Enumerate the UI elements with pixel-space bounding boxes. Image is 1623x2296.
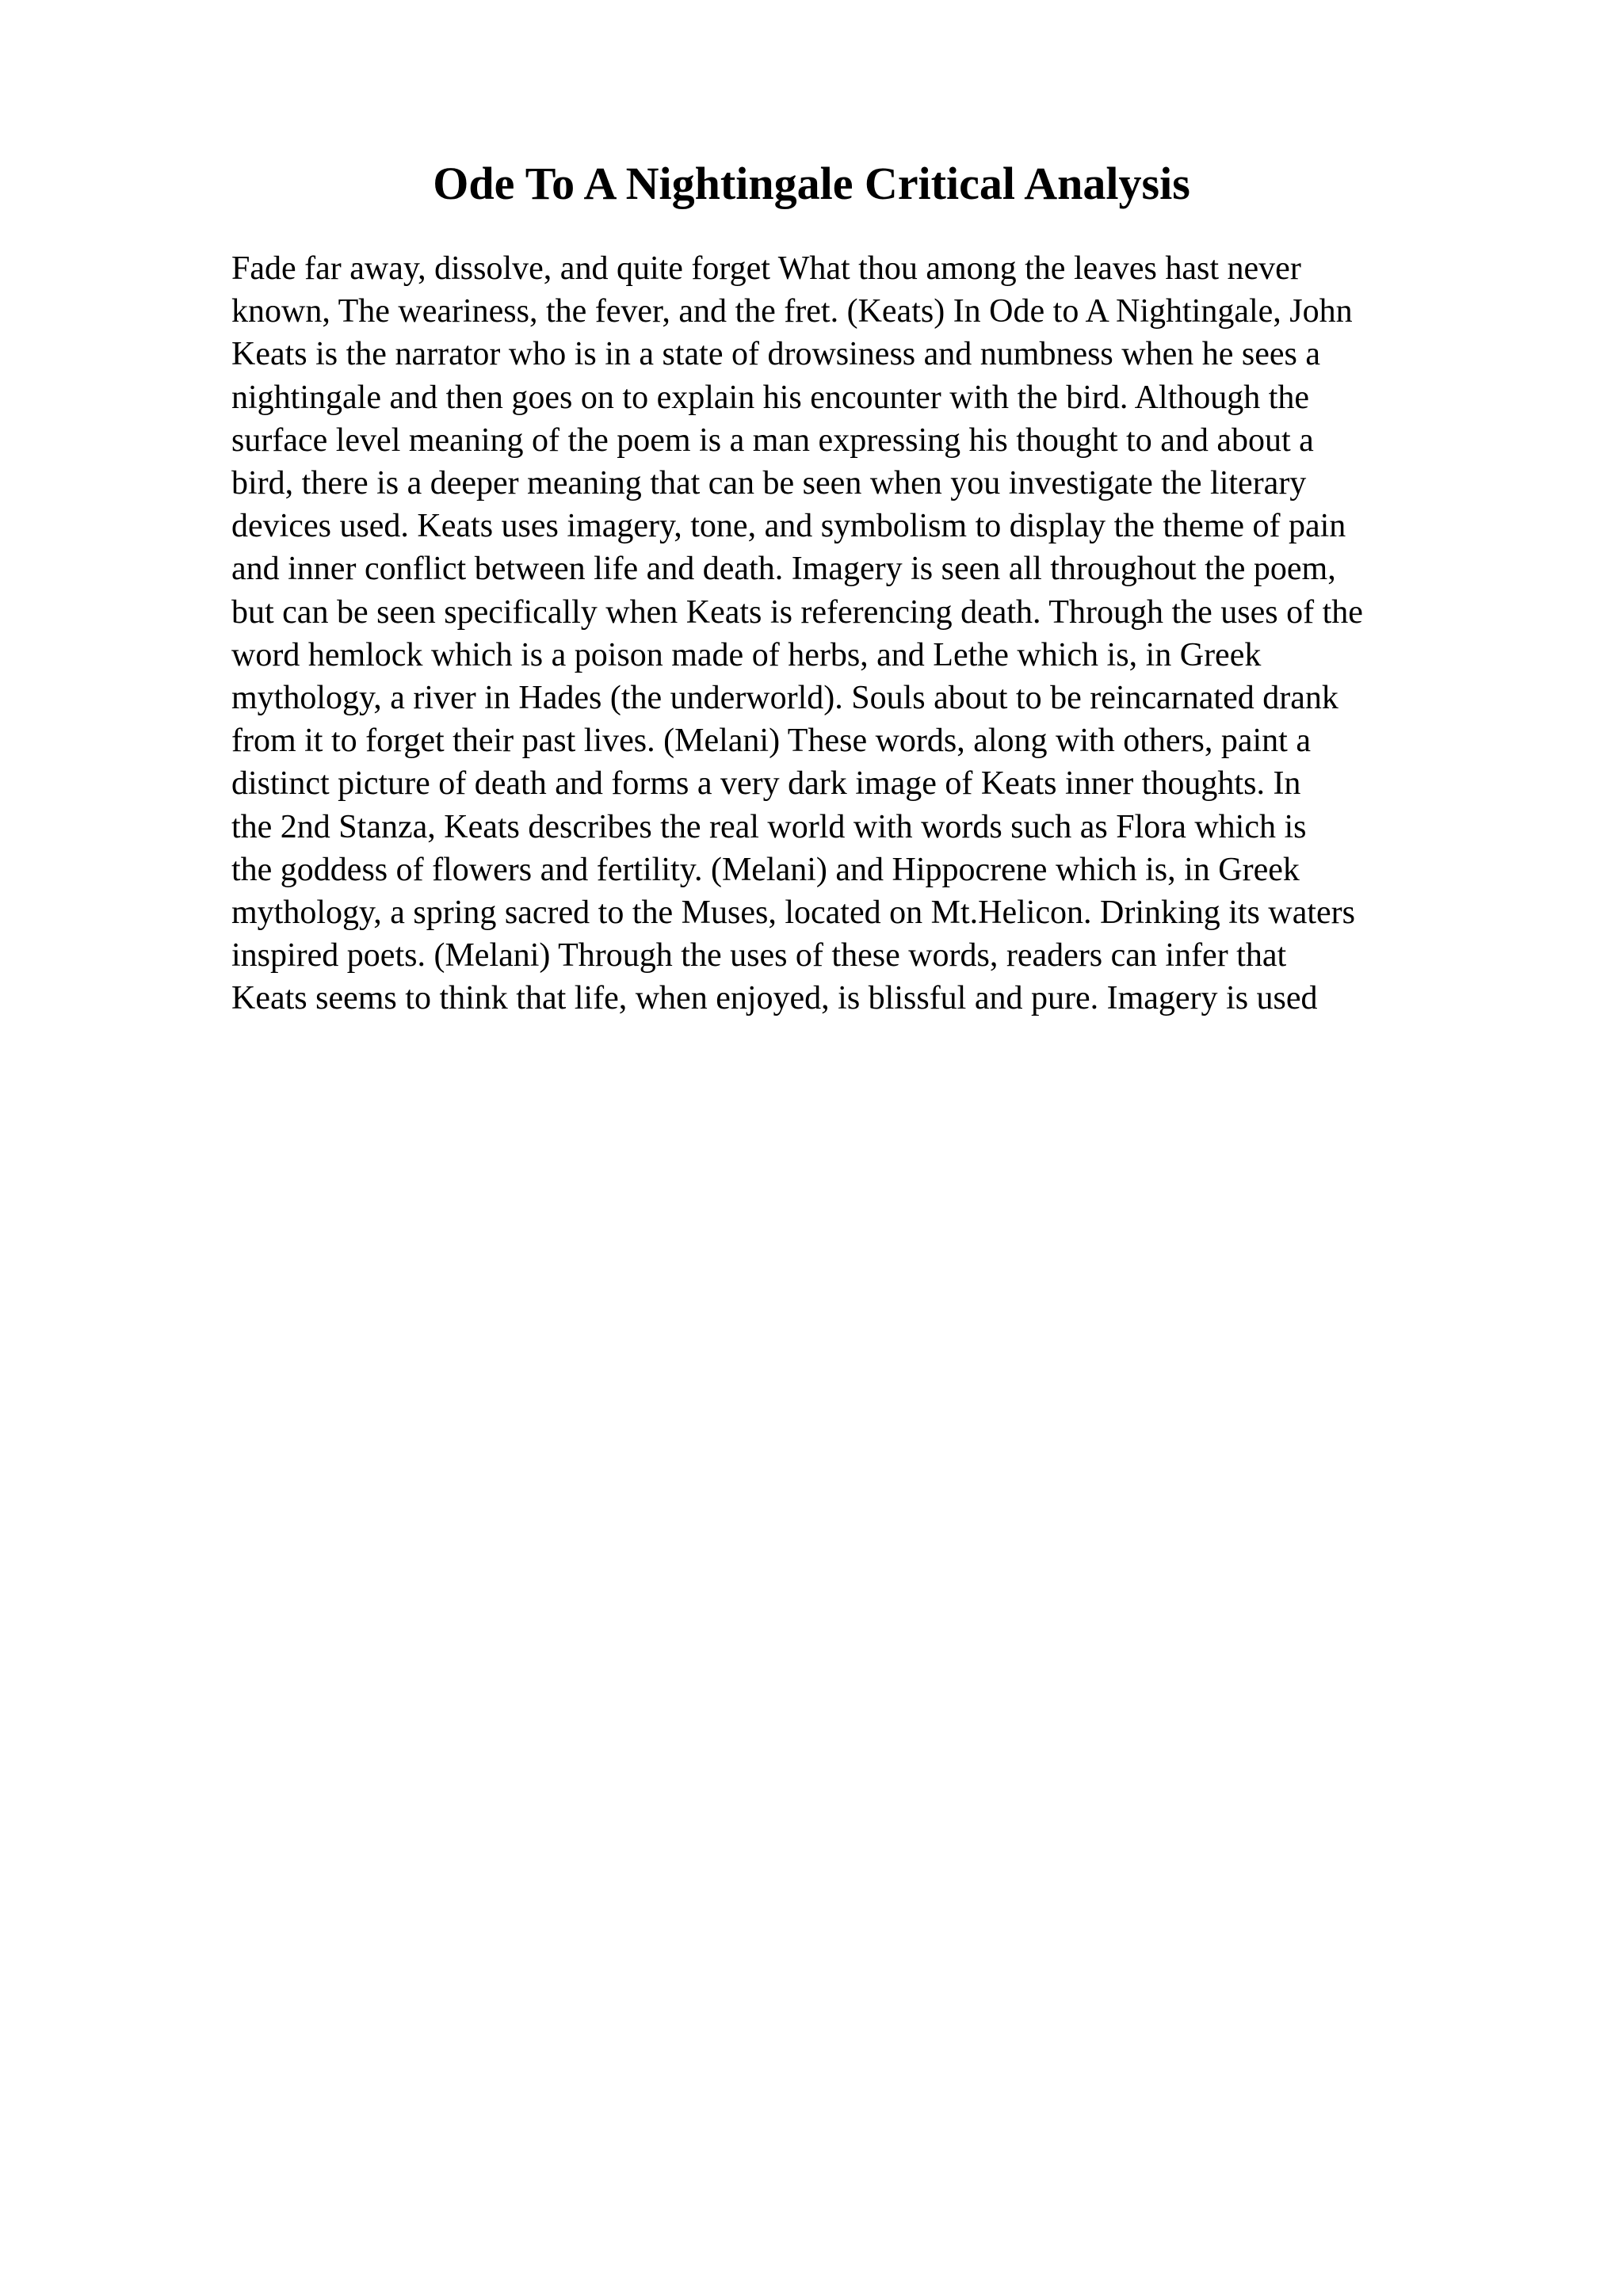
- text-line: the 2nd Stanza, Keats describes the real world with words such as Flora which is: [231, 808, 1307, 845]
- text-line: devices used. Keats uses imagery, tone, and symbolism to display the theme of pain: [231, 508, 1346, 545]
- text-line: Keats is the narrator who is in a state of drowsiness and numbness when he sees a: [231, 336, 1321, 373]
- text-line: the goddess of flowers and fertility. (Melani) and Hippocrene which is, in Greek: [231, 851, 1300, 888]
- document-title: Ode To A Nightingale Critical Analysis: [433, 158, 1190, 209]
- body-paragraph: [231, 247, 1499, 1020]
- text-line: known, The weariness, the fever, and the fret. (Keats) In Ode to A Nightingale, John: [231, 293, 1353, 330]
- text-line: mythology, a spring sacred to the Muses, located on Mt.Helicon. Drinking its waters: [231, 894, 1356, 932]
- text-line: inspired poets. (Melani) Through the uses of these words, readers can infer that: [231, 937, 1287, 974]
- text-line: mythology, a river in Hades (the underworld). Souls about to be reincarnated drank: [231, 680, 1338, 717]
- text-line: from it to forget their past lives. (Melani) These words, along with others, paint a: [231, 723, 1311, 760]
- text-line: nightingale and then goes on to explain his encounter with the bird. Although the: [231, 379, 1310, 416]
- text-line: Fade far away, dissolve, and quite forget What thou among the leaves hast never: [231, 250, 1301, 287]
- text-line: surface level meaning of the poem is a man expressing his thought to and about a: [231, 421, 1314, 459]
- text-line: Keats seems to think that life, when enjoyed, is blissful and pure. Imagery is used: [231, 980, 1318, 1017]
- text-line: distinct picture of death and forms a very dark image of Keats inner thoughts. In: [231, 765, 1301, 803]
- text-line: word hemlock which is a poison made of herbs, and Lethe which is, in Greek: [231, 636, 1262, 673]
- text-line: bird, there is a deeper meaning that can be seen when you investigate the literary: [231, 465, 1307, 502]
- text-line: but can be seen specifically when Keats is referencing death. Through the uses of the: [231, 593, 1363, 631]
- text-line: and inner conflict between life and death. Imagery is seen all throughout the poem,: [231, 551, 1336, 588]
